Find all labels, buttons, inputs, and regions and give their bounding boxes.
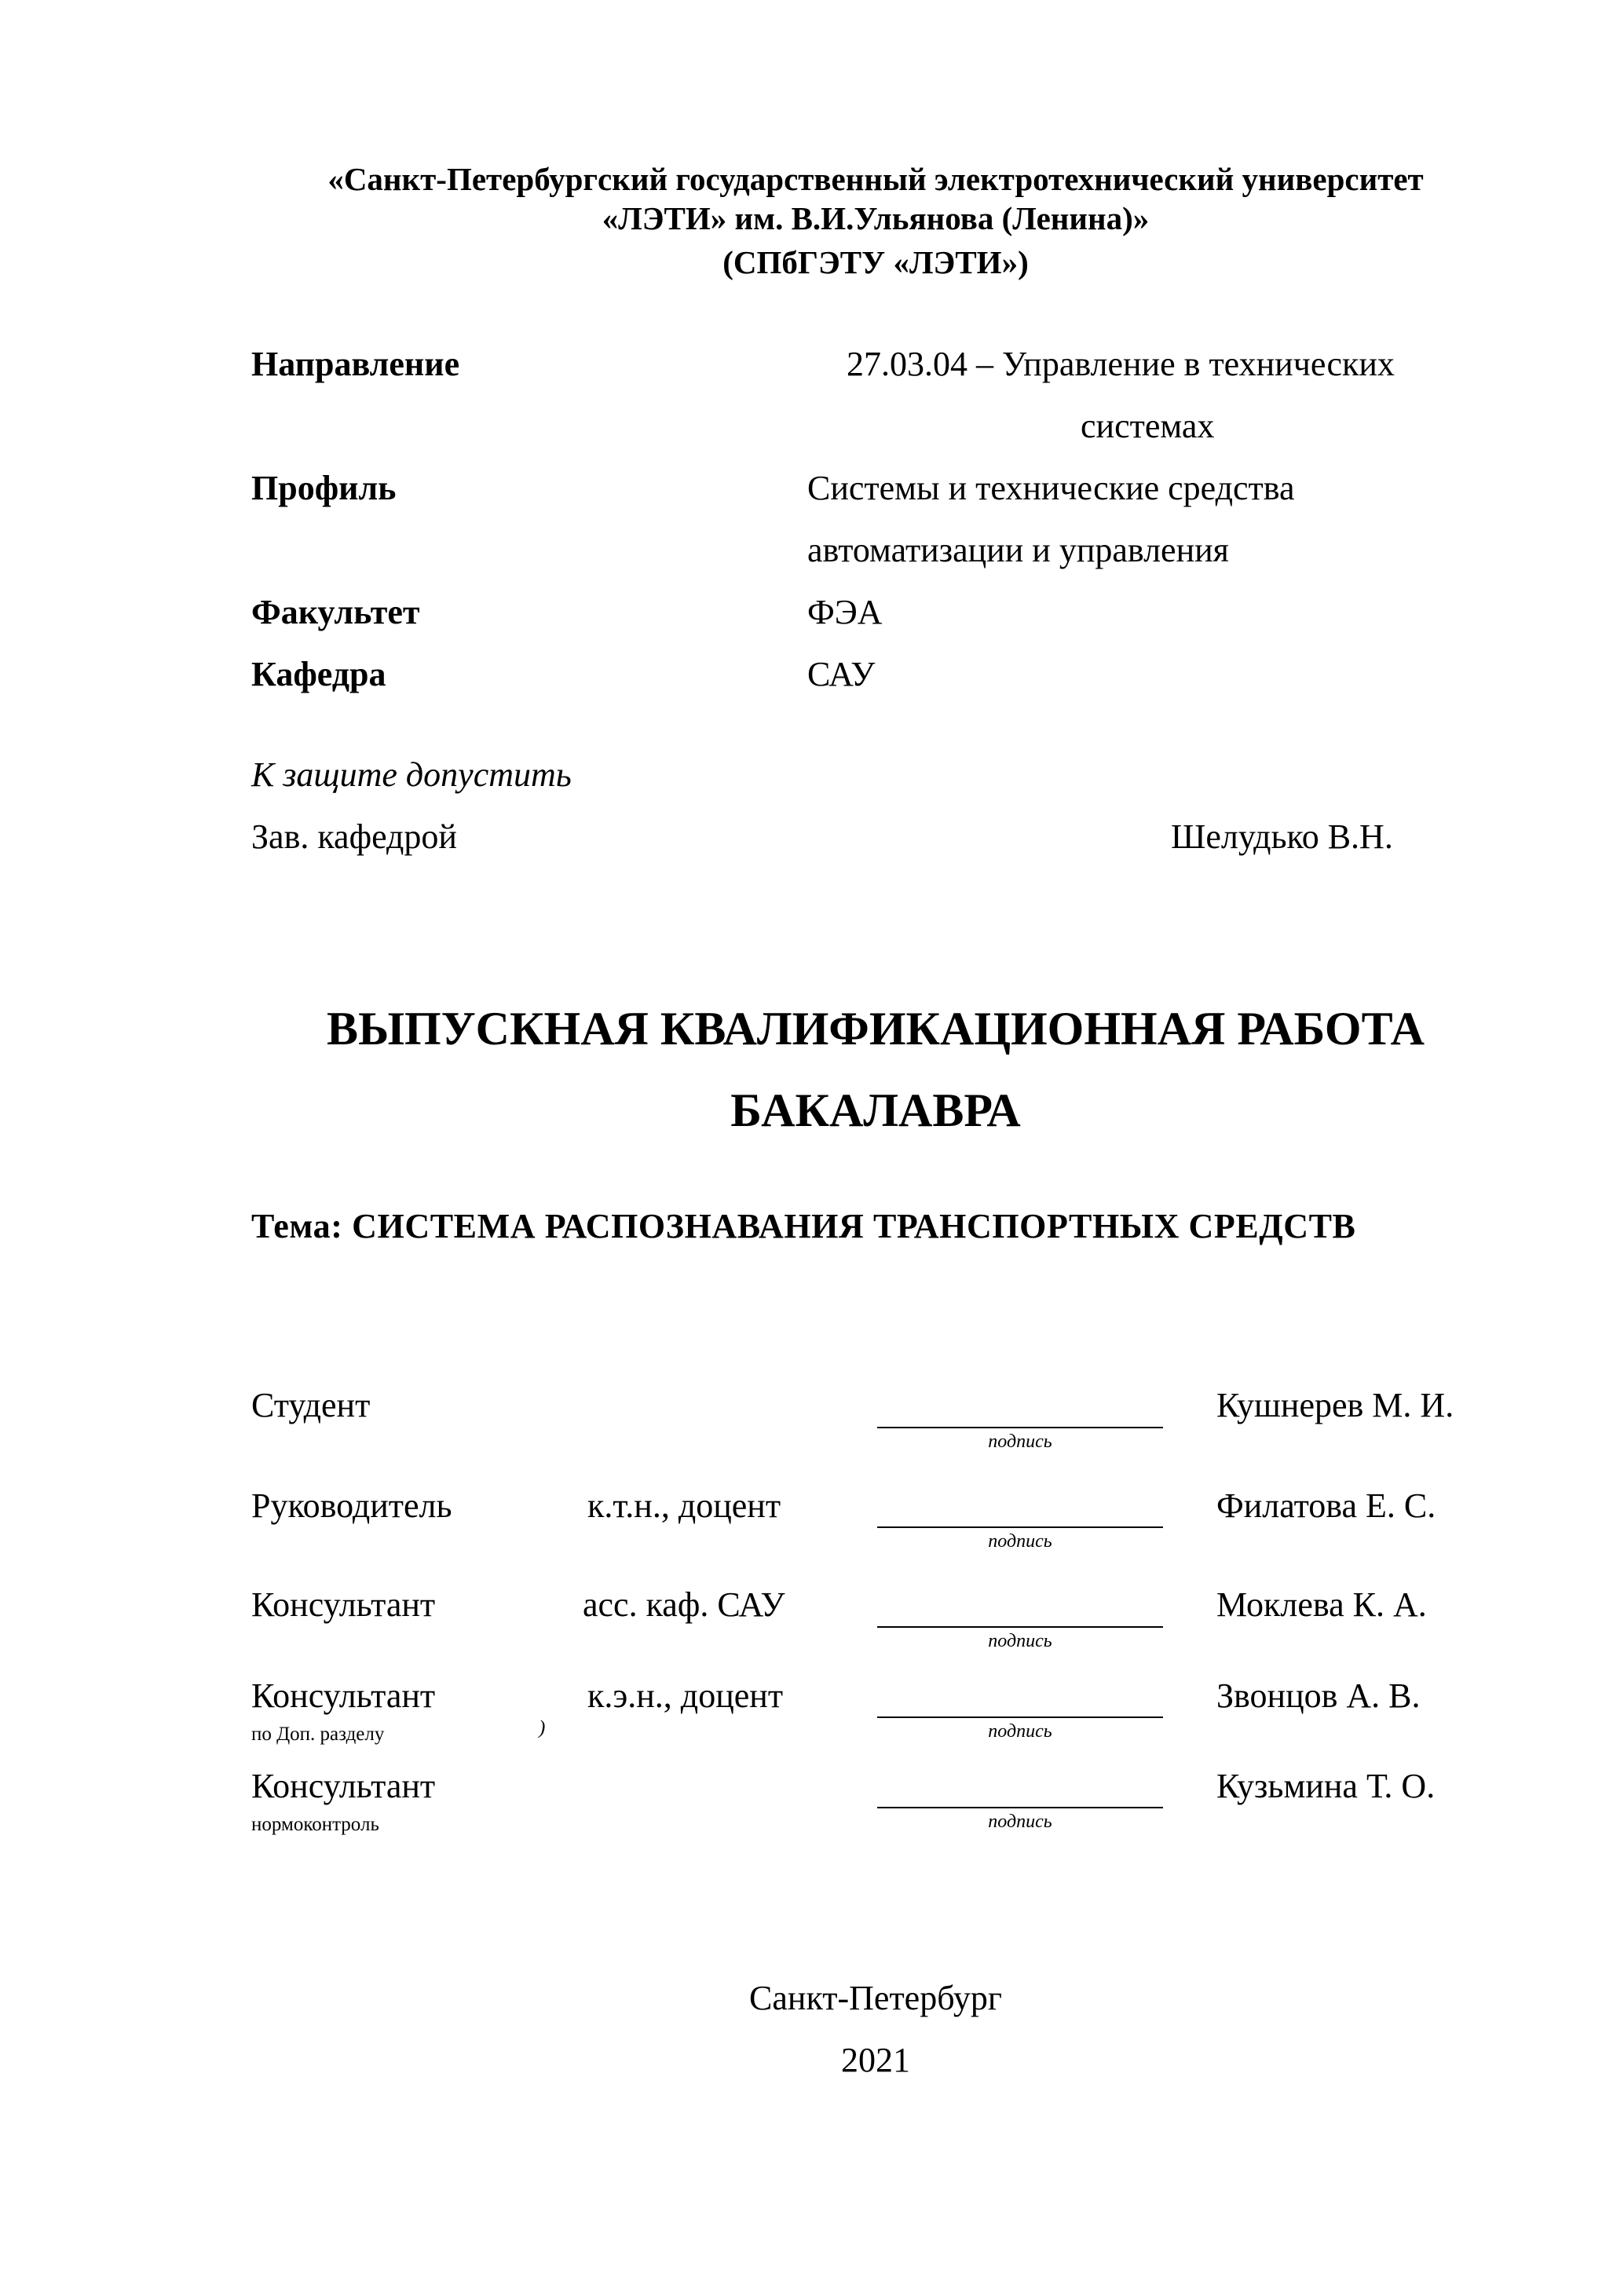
person-name: Кузьмина Т. О. <box>1216 1767 1436 1805</box>
city: Санкт-Петербург <box>749 1979 1002 2017</box>
signature-line <box>877 1427 1163 1428</box>
person-name: Филатова Е. С. <box>1216 1486 1436 1525</box>
signature-caption: подпись <box>988 1631 1052 1651</box>
direction-label: Направление <box>251 345 460 383</box>
signature-caption: подпись <box>988 1812 1052 1832</box>
year: 2021 <box>841 2041 910 2079</box>
signature-caption: подпись <box>988 1721 1052 1742</box>
admit-label: К защите допустить <box>251 755 572 794</box>
stray-mark: ) <box>539 1717 546 1738</box>
role-sublabel: по Доп. разделу <box>251 1724 385 1745</box>
topic: Тема: СИСТЕМА РАСПОЗНАВАНИЯ ТРАНСПОРТНЫХ СРЕДСТВ <box>251 1207 1356 1245</box>
person-name: Звонцов А. В. <box>1216 1676 1421 1715</box>
role-sublabel: нормоконтроль <box>251 1814 379 1835</box>
head-name: Шелудько В.Н. <box>1171 817 1393 856</box>
position-label: к.т.н., доцент <box>587 1486 781 1525</box>
signature-caption: подпись <box>988 1531 1052 1552</box>
profile-value: Системы и технические средства <box>807 469 1295 507</box>
role-label: Консультант <box>251 1676 436 1715</box>
position-label: к.э.н., доцент <box>587 1676 784 1715</box>
university-name-line2: «ЛЭТИ» им. В.И.Ульянова (Ленина)» <box>602 200 1150 236</box>
faculty-label: Факультет <box>251 593 420 631</box>
direction-value-cont: системах <box>1081 407 1215 445</box>
role-label: Консультант <box>251 1585 436 1624</box>
profile-value-cont: автоматизации и управления <box>807 531 1229 569</box>
head-label: Зав. кафедрой <box>251 817 457 856</box>
university-abbr: (СПбГЭТУ «ЛЭТИ») <box>722 244 1029 280</box>
person-name: Кушнерев М. И. <box>1216 1386 1454 1424</box>
department-value: САУ <box>807 655 876 693</box>
faculty-value: ФЭА <box>807 593 883 631</box>
signature-line <box>877 1526 1163 1528</box>
person-name: Моклева К. А. <box>1216 1585 1427 1624</box>
signature-caption: подпись <box>988 1431 1052 1452</box>
signature-line <box>877 1717 1163 1718</box>
profile-label: Профиль <box>251 469 397 507</box>
direction-value: 27.03.04 – Управление в технических <box>847 345 1395 383</box>
role-label: Студент <box>251 1386 371 1424</box>
work-title: ВЫПУСКНАЯ КВАЛИФИКАЦИОННАЯ РАБОТА <box>327 1003 1425 1055</box>
department-label: Кафедра <box>251 655 386 693</box>
work-title-line2: БАКАЛАВРА <box>730 1084 1021 1136</box>
role-label: Руководитель <box>251 1486 452 1525</box>
position-label: асс. каф. САУ <box>583 1585 785 1624</box>
role-label: Консультант <box>251 1767 436 1805</box>
signature-line <box>877 1807 1163 1808</box>
university-name: «Санкт-Петербургский государственный электротехнический университет <box>327 161 1424 197</box>
signature-line <box>877 1626 1163 1628</box>
